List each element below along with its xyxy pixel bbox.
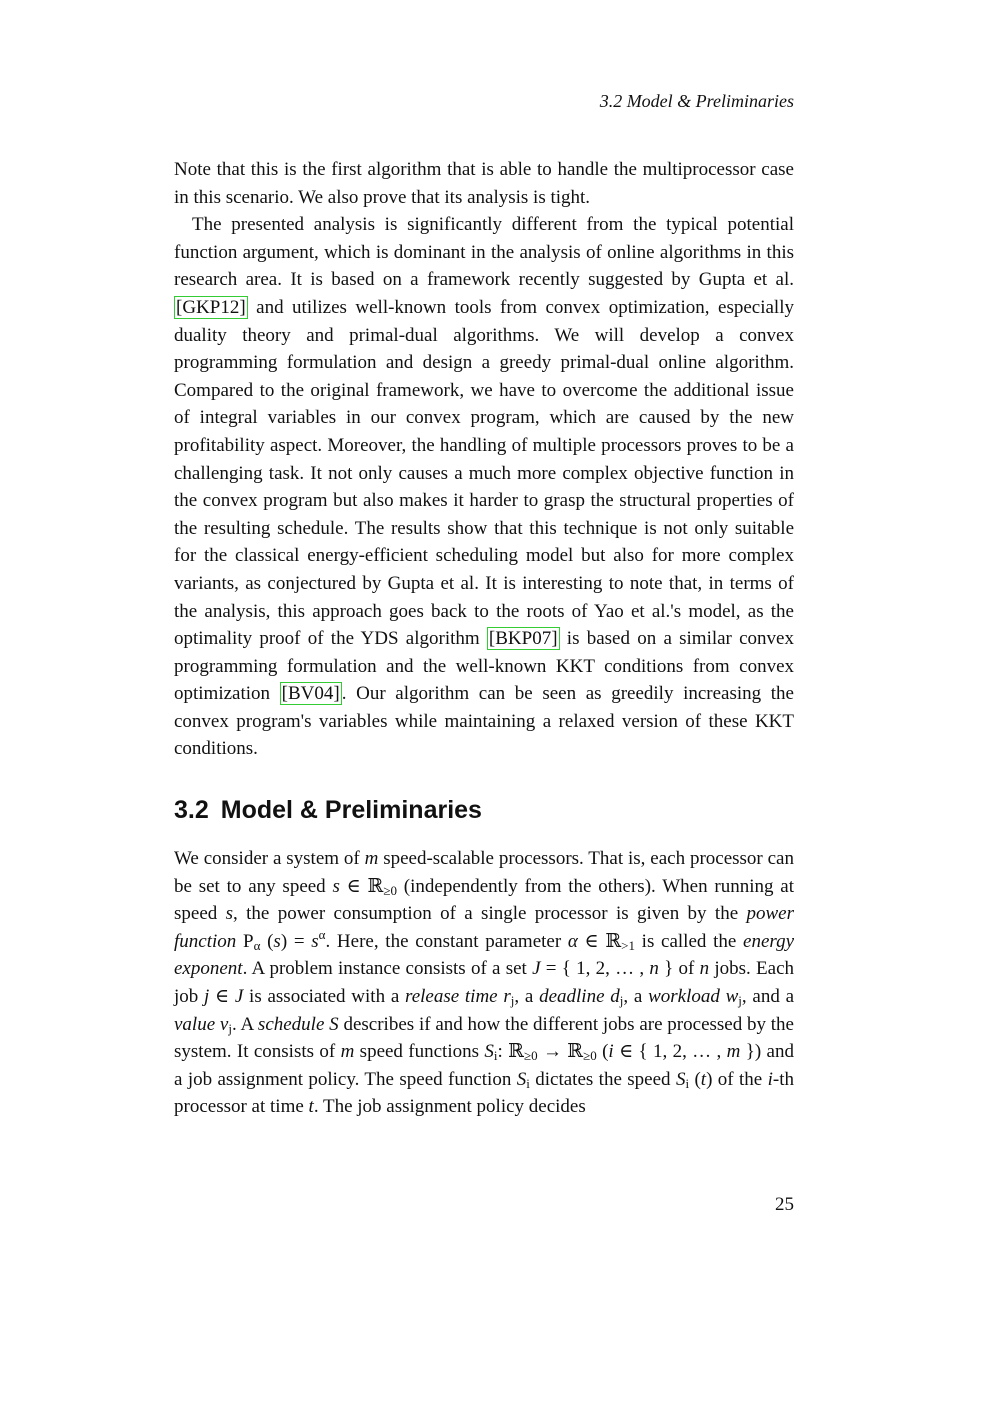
math-symbol: s: [332, 875, 340, 897]
page-number: 25: [775, 1194, 794, 1215]
subscript: ≥0: [523, 1048, 538, 1064]
running-header: 3.2 Model & Preliminaries: [599, 91, 794, 111]
paragraph-text: }) and a job assignment policy. The speed function: [174, 1041, 794, 1090]
citation-link-bkp07[interactable]: [BKP07]: [488, 628, 558, 650]
paragraph-text: . The job assignment policy decides: [313, 1096, 586, 1118]
math-symbol: s: [225, 903, 234, 925]
paragraph-text: . Our algorithm can be seen as greedily increasing the convex program's variables while maintaining a relaxed version of these KKT conditions.: [174, 683, 794, 760]
citation-link-bv04[interactable]: [BV04]: [281, 683, 340, 705]
math-symbol: m: [726, 1041, 741, 1063]
paragraph-text: ∈: [209, 985, 235, 1007]
subscript: i: [685, 1075, 690, 1091]
math-symbol: i: [767, 1068, 773, 1090]
paragraph-text: . A: [231, 1013, 258, 1035]
paragraph-text: The presented analysis is significantly different from the typical potential function argument, which is dominant in the analysis of online algorithms in this research area. It is based on a framework recently suggested by Gupta et al.: [174, 214, 794, 291]
paragraph-text: , the power consumption of a single processor is given by the: [233, 903, 747, 925]
paragraph-text: dictates the speed: [529, 1068, 676, 1090]
paragraph-text: . Here, the constant parameter: [325, 930, 568, 952]
paragraph-text: ∈ ℝ: [577, 930, 622, 952]
paragraph-text: ∈ ℝ: [339, 875, 384, 897]
math-symbol: power function: [174, 903, 794, 952]
citation-link-gkp12[interactable]: [GKP12]: [176, 296, 246, 318]
subscript: i: [526, 1075, 530, 1091]
math-symbol: s: [311, 930, 319, 952]
paragraph-text: (independently from the others). When running at speed: [174, 875, 794, 925]
math-symbol: J: [234, 985, 244, 1007]
subscript: ≥0: [583, 1048, 597, 1064]
paragraph-text: , a: [514, 985, 540, 1007]
subscript: j: [738, 992, 742, 1008]
subscript: ≥0: [383, 882, 397, 898]
paragraph-text: ) =: [280, 930, 312, 952]
math-symbol: deadline d: [539, 985, 620, 1007]
paragraph-text: (: [596, 1041, 609, 1063]
paragraph-text: speed functions: [354, 1041, 485, 1063]
paragraph-text: describes if and how the different jobs are processed by the system. It consists of: [174, 1013, 794, 1063]
paragraph-text: : ℝ: [497, 1041, 524, 1063]
subscript: j: [619, 992, 624, 1008]
paragraph-text: ) of the: [706, 1068, 768, 1090]
math-symbol: t: [700, 1068, 707, 1090]
paragraph-text: → ℝ: [537, 1041, 584, 1063]
paragraph-text: is called the: [634, 930, 744, 952]
subscript: α: [253, 937, 261, 953]
section-number: 3.2: [174, 796, 209, 824]
math-symbol: m: [364, 848, 379, 869]
math-symbol: i: [608, 1041, 614, 1063]
subscript: j: [228, 1020, 232, 1036]
paragraph-text: . A problem instance consists of a set: [242, 958, 533, 980]
paragraph-text: , and a: [741, 985, 794, 1007]
paragraph-text: = { 1, 2, … ,: [540, 958, 650, 980]
math-symbol: schedule S: [257, 1013, 339, 1035]
model-text-block: [174, 845, 794, 1121]
math-symbol: workload w: [648, 985, 739, 1007]
paragraph-text: -th processor at time: [174, 1068, 795, 1118]
paragraph-analysis: [174, 211, 794, 763]
math-symbol: release time r: [405, 985, 511, 1007]
paragraph-text: , a: [623, 985, 649, 1007]
section-title: Model & Preliminaries: [220, 796, 482, 824]
paragraph-text: We consider a system of: [174, 848, 365, 869]
paragraph-text: jobs. Each job: [174, 958, 795, 1007]
paragraph-text: P: [236, 930, 254, 952]
paragraph-multiprocessor: Note that this is the first algorithm that is able to handle the multiprocessor case in this scenario. We also prove that its analysis is tight.: [174, 159, 794, 208]
math-symbol: t: [308, 1096, 314, 1118]
math-symbol: j: [204, 985, 210, 1007]
math-symbol: S: [675, 1068, 686, 1090]
paragraph-text: speed-scalable processors. That is, each processor can be set to any speed: [174, 848, 794, 897]
paragraph-text: is based on a similar convex programming formulation and the well-known KKT conditions from convex optimization: [174, 628, 794, 705]
math-symbol: S: [516, 1068, 527, 1090]
paragraph-text: is associated with a: [243, 985, 405, 1007]
math-symbol: s: [273, 930, 281, 952]
math-symbol: n: [699, 958, 710, 980]
math-symbol: m: [340, 1041, 355, 1063]
math-symbol: n: [649, 958, 659, 980]
subscript: >1: [621, 937, 635, 953]
math-symbol: J: [532, 958, 541, 980]
paragraph-text: and utilizes well-known tools from convex optimization, especially duality theory and primal-dual algorithms. We will develop a convex programming formulation and design a greedy primal-dual online algorithm. Compared to the original framework, we have to overcome the additional issue of integral variables in our convex program, which are caused by the new profitability aspect. Moreover, the handling of multiple processors proves to be a challenging task. It not only causes a much more complex objective function in the convex program but also makes it harder to grasp the structural properties of the resulting schedule. The results show that this technique is not only suitable for the classical energy-efficient scheduling model but also for more complex variants, as conjectured by Gupta et al. It is interesting to note that, in terms of the analysis, this approach goes back to the roots of Yao et al.'s model, as the optimality proof of the YDS algorithm: [174, 296, 794, 650]
paragraph-text: ∈ { 1, 2, … ,: [613, 1041, 727, 1063]
paragraph-text: (: [689, 1068, 701, 1090]
superscript: α: [318, 926, 326, 942]
math-symbol: α: [567, 930, 578, 952]
math-symbol: S: [484, 1041, 494, 1063]
math-symbol: value v: [174, 1013, 229, 1035]
math-symbol: energy exponent: [174, 930, 795, 980]
paragraph-text: (: [260, 930, 274, 952]
paragraph-text: } of: [658, 958, 700, 980]
subscript: j: [510, 992, 515, 1008]
paragraph-model: [174, 845, 794, 1121]
intro-text-block: [174, 156, 794, 763]
section-heading: [174, 792, 794, 828]
subscript: i: [493, 1048, 498, 1064]
